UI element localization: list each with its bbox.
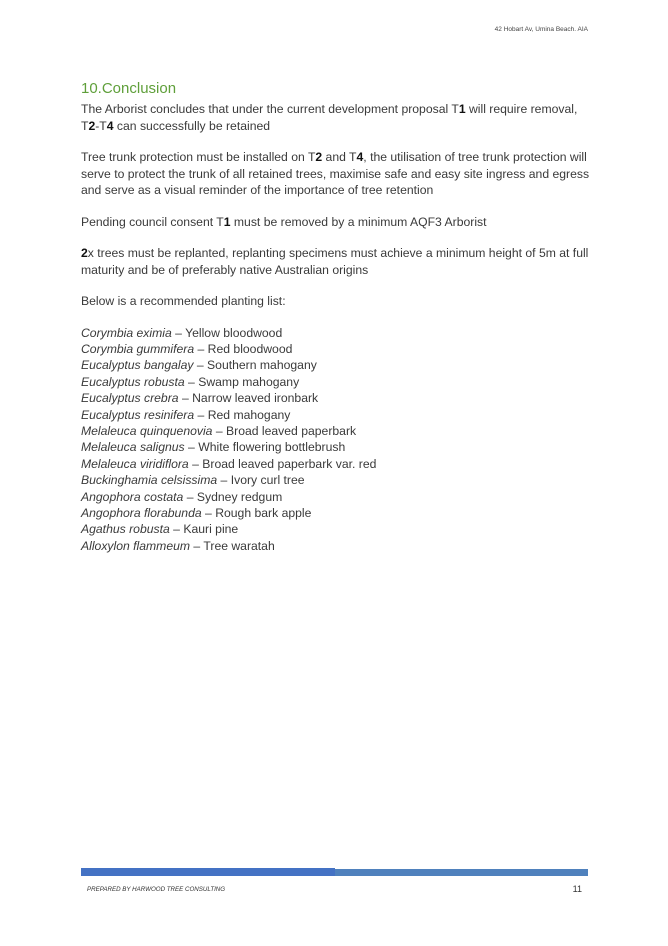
page-number: 11 xyxy=(572,884,582,894)
text-run: -T xyxy=(95,118,107,133)
section-title: 10.Conclusion xyxy=(81,80,177,97)
species-name: Melaleuca viridiflora xyxy=(81,456,189,471)
common-name: Red bloodwood xyxy=(207,341,293,356)
common-name: Sydney redgum xyxy=(196,489,283,504)
species-name: Corymbia gummifera xyxy=(81,341,195,356)
tree-number: 4 xyxy=(106,118,114,133)
species-name: Buckinghamia celsissima xyxy=(81,473,218,488)
common-name: Tree waratah xyxy=(203,538,275,553)
planting-list-item xyxy=(81,505,596,521)
planting-list-item xyxy=(81,325,596,341)
page-header-address: 42 Hobart Av, Umina Beach. AIA xyxy=(494,26,588,33)
tree-number: 1 xyxy=(458,102,466,116)
common-name: Broad leaved paperbark var. red xyxy=(202,456,377,471)
separator: – xyxy=(178,391,193,406)
species-name: Angophora costata xyxy=(81,489,184,504)
separator: – xyxy=(184,374,199,389)
common-name: Narrow leaved ironbark xyxy=(192,391,319,406)
text-run: can successfully be retained xyxy=(113,118,271,133)
common-name: Yellow bloodwood xyxy=(185,325,283,340)
text-run: The Arborist concludes that under the current development proposal T xyxy=(81,102,459,116)
separator: – xyxy=(169,522,184,537)
footer-bar xyxy=(81,868,588,876)
text-run: , the utilisation of tree trunk protection will serve to protect the trunk of all retained trees, maximise safe and easy site ingress and egress and serve as a visual reminder of the importance of tree retention xyxy=(81,150,590,197)
common-name: Ivory curl tree xyxy=(230,473,305,488)
planting-list-item xyxy=(81,423,596,439)
separator: – xyxy=(188,456,203,471)
planting-list-item xyxy=(81,456,596,472)
planting-list-item xyxy=(81,489,596,505)
species-name: Eucalyptus resinifera xyxy=(81,407,195,422)
footer-prepared-by: PREPARED BY HARWOOD TREE CONSULTING xyxy=(87,886,226,893)
separator: – xyxy=(183,489,197,504)
common-name: Broad leaved paperbark xyxy=(226,423,357,438)
common-name: Kauri pine xyxy=(183,522,239,537)
species-name: Melaleuca salignus xyxy=(81,440,185,455)
separator: – xyxy=(217,473,231,488)
tree-number: 2 xyxy=(88,118,96,133)
species-name: Agathus robusta xyxy=(81,522,170,537)
common-name: Southern mahogany xyxy=(207,358,317,373)
text-run: must be removed by a minimum AQF3 Arborist xyxy=(230,214,487,229)
text-run: Tree trunk protection must be installed on T xyxy=(81,150,316,164)
common-name: Swamp mahogany xyxy=(198,374,300,389)
planting-list-item xyxy=(81,374,596,390)
common-name: White flowering bottlebrush xyxy=(198,440,346,455)
replanting-paragraph xyxy=(81,245,596,278)
planting-list-item xyxy=(81,407,596,423)
removal-paragraph xyxy=(81,214,596,231)
tree-count: 2 xyxy=(81,246,88,260)
text-run: will require removal, T xyxy=(81,102,578,133)
document-body xyxy=(81,80,596,554)
separator: – xyxy=(184,440,199,455)
planting-list-item xyxy=(81,521,596,537)
planting-list-item xyxy=(81,472,596,488)
tree-number: 2 xyxy=(315,150,323,164)
separator: – xyxy=(190,538,204,553)
planting-list-item xyxy=(81,390,596,406)
trunk-protection-paragraph xyxy=(81,149,596,199)
planting-list-item xyxy=(81,357,596,373)
separator: – xyxy=(201,505,216,520)
separator: – xyxy=(194,341,208,356)
separator: – xyxy=(194,407,208,422)
common-name: Red mahogany xyxy=(207,407,291,422)
separator: – xyxy=(193,358,208,373)
species-name: Melaleuca quinquenovia xyxy=(81,423,213,438)
separator: – xyxy=(171,325,186,340)
separator: – xyxy=(212,423,227,438)
planting-list-item xyxy=(81,439,596,455)
text-run: and T xyxy=(322,150,357,164)
planting-list-intro: Below is a recommended planting list: xyxy=(81,294,286,308)
footer-bar-segment xyxy=(335,869,588,876)
conclusion-paragraph xyxy=(81,101,596,134)
species-name: Eucalyptus robusta xyxy=(81,374,185,389)
planting-list xyxy=(81,325,596,555)
common-name: Rough bark apple xyxy=(215,505,312,520)
tree-number: 1 xyxy=(223,214,231,229)
planting-list-item xyxy=(81,341,596,357)
text-run: x trees must be replanted, replanting specimens must achieve a minimum height of 5m at full maturity and be of preferably native Australian origins xyxy=(81,246,589,277)
species-name: Alloxylon flammeum xyxy=(81,538,191,553)
footer-bar-segment xyxy=(81,868,335,876)
text-run: Pending council consent T xyxy=(81,214,224,229)
planting-list-item xyxy=(81,538,596,554)
species-name: Eucalyptus crebra xyxy=(81,391,179,406)
species-name: Angophora florabunda xyxy=(81,505,202,520)
tree-number: 4 xyxy=(356,150,364,164)
species-name: Eucalyptus bangalay xyxy=(81,358,194,373)
species-name: Corymbia eximia xyxy=(81,325,172,340)
